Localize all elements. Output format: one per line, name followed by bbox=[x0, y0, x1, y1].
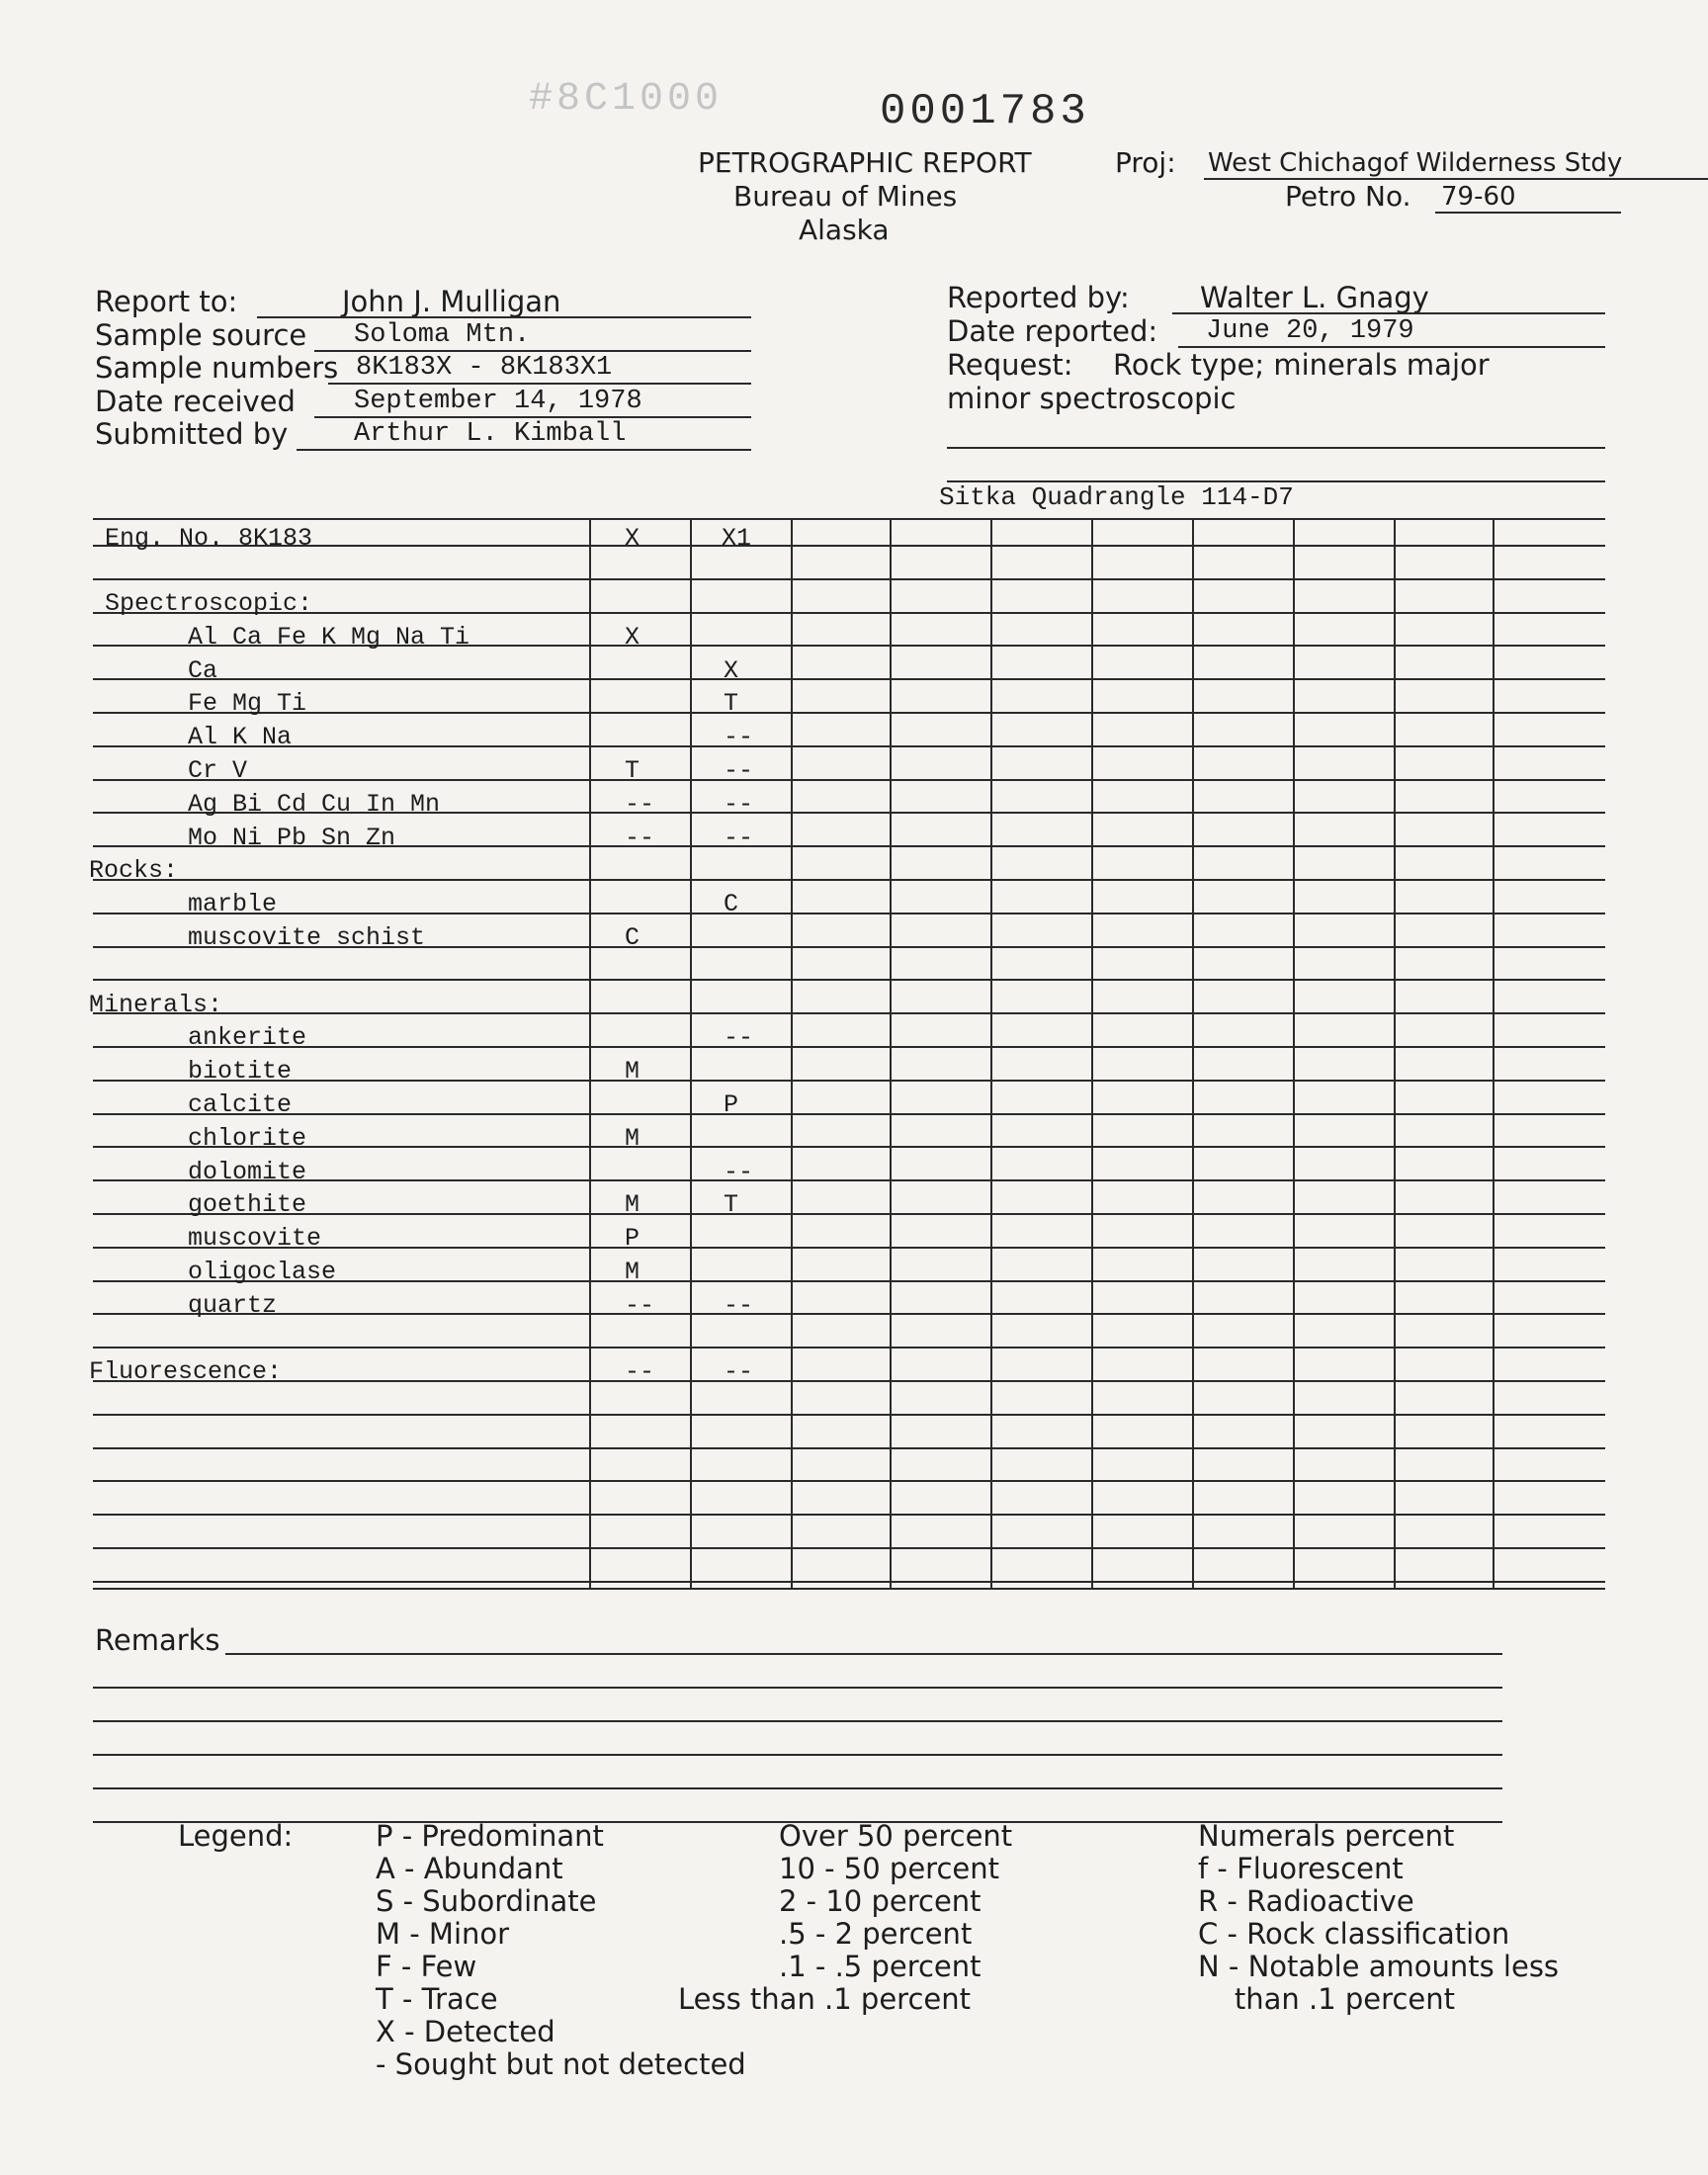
info-label: Sample numbers bbox=[95, 351, 339, 385]
cell-x1: -- bbox=[724, 1158, 754, 1186]
row-label: ankerite bbox=[188, 1023, 307, 1052]
table-row-line bbox=[93, 1179, 1605, 1181]
request-value-continued: minor spectroscopic bbox=[947, 382, 1237, 415]
table-row-line bbox=[93, 1447, 1605, 1449]
table-row-line bbox=[93, 1347, 1605, 1348]
table-row-line bbox=[93, 879, 1605, 881]
row-label: marble bbox=[188, 890, 278, 918]
column-header-x1: X1 bbox=[722, 524, 752, 553]
cell-x: -- bbox=[625, 790, 655, 819]
petro-label: Petro No. bbox=[1285, 180, 1411, 213]
cell-x1: X bbox=[724, 656, 739, 685]
cell-x1: -- bbox=[724, 790, 754, 819]
row-label: Ca bbox=[188, 656, 218, 685]
table-row-line bbox=[93, 913, 1605, 914]
row-label: dolomite bbox=[188, 1158, 307, 1186]
date-reported-label: Date reported: bbox=[947, 314, 1158, 348]
table-row-line bbox=[93, 545, 1605, 547]
row-label: Ag Bi Cd Cu In Mn bbox=[188, 790, 441, 819]
legend-code: P - Predominant bbox=[376, 1819, 604, 1853]
cell-x1: P bbox=[724, 1090, 739, 1119]
legend-range: 10 - 50 percent bbox=[779, 1852, 999, 1885]
info-value: John J. Mulligan bbox=[342, 285, 561, 318]
legend-note: f - Fluorescent bbox=[1198, 1852, 1404, 1885]
column-header-x: X bbox=[625, 524, 640, 553]
row-label: Fe Mg Ti bbox=[188, 689, 307, 718]
row-label: Minerals: bbox=[89, 991, 223, 1019]
cell-x1: -- bbox=[724, 756, 754, 785]
row-label: Al K Na bbox=[188, 723, 293, 751]
bureau-name: Bureau of Mines bbox=[733, 180, 958, 213]
row-label: biotite bbox=[188, 1057, 293, 1086]
table-row-line bbox=[93, 979, 1605, 981]
info-value: Arthur L. Kimball bbox=[354, 419, 627, 449]
legend-code: S - Subordinate bbox=[376, 1884, 597, 1918]
cell-x1: T bbox=[724, 1190, 739, 1219]
cell-x1: -- bbox=[724, 824, 754, 852]
legend-label: Legend: bbox=[178, 1819, 294, 1853]
info-label: Report to: bbox=[95, 285, 238, 318]
legend-note: Numerals percent bbox=[1198, 1819, 1455, 1853]
legend-range: .5 - 2 percent bbox=[779, 1917, 973, 1951]
row-label: muscovite schist bbox=[188, 923, 426, 952]
table-row-line bbox=[93, 1080, 1605, 1082]
legend-code: F - Few bbox=[376, 1950, 477, 1983]
legend-note: N - Notable amounts less bbox=[1198, 1950, 1560, 1983]
cell-x1: T bbox=[724, 689, 739, 718]
cell-x: X bbox=[625, 623, 640, 652]
request-value: Rock type; minerals major bbox=[1113, 348, 1490, 382]
table-row-line bbox=[93, 1046, 1605, 1048]
table-row-line bbox=[93, 779, 1605, 781]
date-reported-value: June 20, 1979 bbox=[1206, 316, 1414, 346]
cell-x1: -- bbox=[724, 1357, 754, 1386]
row-label: Fluorescence: bbox=[89, 1357, 283, 1386]
table-row-line bbox=[93, 1012, 1605, 1014]
legend-code: T - Trace bbox=[376, 1982, 498, 2016]
row-label: Cr V bbox=[188, 756, 248, 785]
cell-x: -- bbox=[625, 1291, 655, 1320]
table-row-line bbox=[93, 612, 1605, 614]
cell-x: M bbox=[625, 1057, 640, 1086]
table-row-line bbox=[93, 1581, 1605, 1583]
remarks-label: Remarks bbox=[95, 1623, 220, 1657]
eng-number: Eng. No. 8K183 bbox=[105, 524, 313, 553]
legend-range: Less than .1 percent bbox=[678, 1982, 972, 2016]
cell-x1: -- bbox=[724, 1023, 754, 1052]
info-value: September 14, 1978 bbox=[354, 386, 642, 416]
table-row-line bbox=[93, 678, 1605, 680]
faint-stamp-number: #8C1000 bbox=[529, 77, 724, 122]
legend-code: M - Minor bbox=[376, 1917, 510, 1951]
table-row-line bbox=[93, 1113, 1605, 1115]
legend-code: X - Detected bbox=[376, 2015, 555, 2048]
cell-x: T bbox=[625, 756, 640, 785]
quadrangle-label: Sitka Quadrangle 114-D7 bbox=[939, 482, 1294, 512]
cell-x1: -- bbox=[724, 723, 754, 751]
legend-range: 2 - 10 percent bbox=[779, 1884, 982, 1918]
table-top-border bbox=[93, 518, 1605, 520]
legend-note: C - Rock classification bbox=[1198, 1917, 1510, 1951]
legend-range: .1 - .5 percent bbox=[779, 1950, 982, 1983]
row-label: chlorite bbox=[188, 1124, 307, 1153]
legend-range: Over 50 percent bbox=[779, 1819, 1013, 1853]
report-title: PETROGRAPHIC REPORT bbox=[698, 146, 1032, 179]
cell-x1: C bbox=[724, 890, 739, 918]
info-label: Submitted by bbox=[95, 417, 289, 451]
row-label: quartz bbox=[188, 1291, 278, 1320]
legend-code: A - Abundant bbox=[376, 1852, 563, 1885]
info-value: 8K183X - 8K183X1 bbox=[356, 353, 613, 383]
table-row-line bbox=[93, 1146, 1605, 1148]
row-label: Al Ca Fe K Mg Na Ti bbox=[188, 623, 470, 652]
legend-note: than .1 percent bbox=[1198, 1982, 1455, 2016]
row-label: Mo Ni Pb Sn Zn bbox=[188, 824, 396, 852]
cell-x: P bbox=[625, 1224, 640, 1253]
cell-x: C bbox=[625, 923, 640, 952]
info-label: Sample source bbox=[95, 317, 307, 352]
table-row-line bbox=[93, 1414, 1605, 1416]
table-row-line bbox=[93, 1480, 1605, 1482]
table-row-line bbox=[93, 1213, 1605, 1215]
table-row-line bbox=[93, 1547, 1605, 1549]
table-bottom-border bbox=[93, 1588, 1605, 1590]
table-row-line bbox=[93, 1514, 1605, 1516]
legend-note: R - Radioactive bbox=[1198, 1884, 1414, 1918]
reported-by-label: Reported by: bbox=[947, 281, 1130, 314]
table-row-line bbox=[93, 712, 1605, 714]
row-label: Spectroscopic: bbox=[105, 589, 313, 618]
table-row-line bbox=[93, 578, 1605, 580]
table-row-line bbox=[93, 1380, 1605, 1382]
proj-label: Proj: bbox=[1115, 146, 1176, 179]
cell-x: -- bbox=[625, 824, 655, 852]
info-value: Soloma Mtn. bbox=[354, 319, 531, 350]
cell-x1: -- bbox=[724, 1291, 754, 1320]
petro-value: 79-60 bbox=[1441, 182, 1516, 212]
row-label: muscovite bbox=[188, 1224, 322, 1253]
cell-x: M bbox=[625, 1190, 640, 1219]
proj-value: West Chichagof Wilderness Stdy bbox=[1208, 148, 1623, 178]
cell-x: M bbox=[625, 1258, 640, 1286]
reported-by-value: Walter L. Gnagy bbox=[1200, 281, 1429, 314]
document-number-stamp: 0001783 bbox=[880, 87, 1090, 136]
row-label: goethite bbox=[188, 1190, 307, 1219]
cell-x: -- bbox=[625, 1357, 655, 1386]
info-label: Date received bbox=[95, 384, 296, 418]
row-label: Rocks: bbox=[89, 856, 179, 885]
row-label: calcite bbox=[188, 1090, 293, 1119]
legend-code: - Sought but not detected bbox=[376, 2047, 746, 2081]
state-name: Alaska bbox=[799, 214, 890, 246]
table-row-line bbox=[93, 745, 1605, 747]
table-row-line bbox=[93, 1313, 1605, 1315]
cell-x: M bbox=[625, 1124, 640, 1153]
request-label: Request: bbox=[947, 348, 1073, 382]
row-label: oligoclase bbox=[188, 1258, 337, 1286]
